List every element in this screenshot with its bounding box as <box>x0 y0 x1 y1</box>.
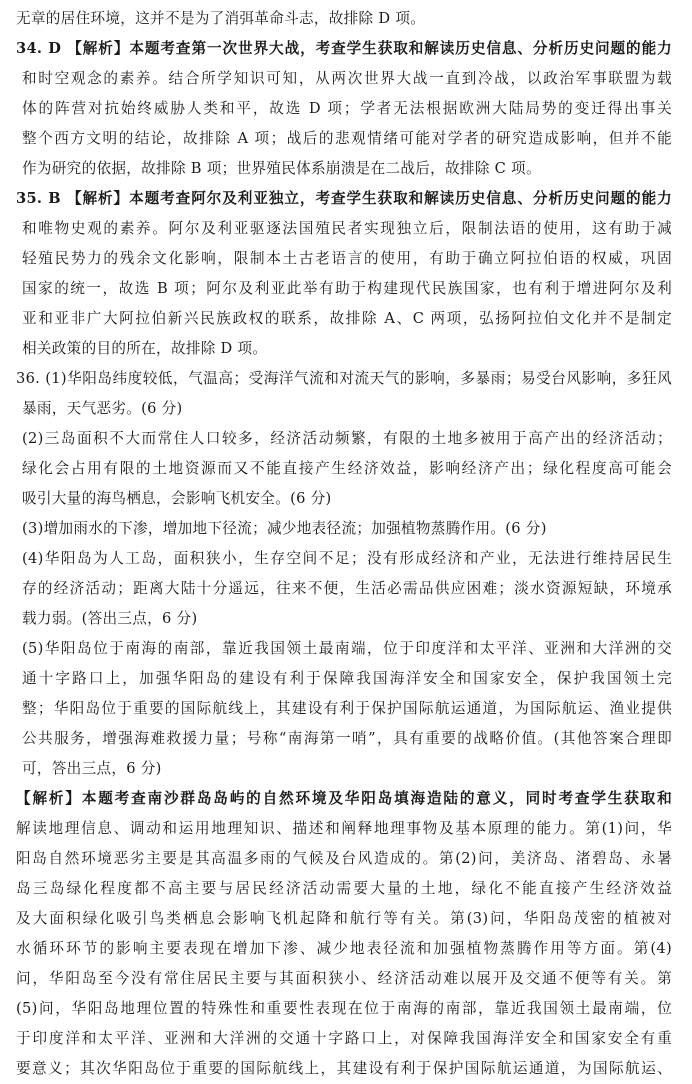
text-line: 于印度洋和太平洋、亚洲和大洋洲的交通十字路口上，对保障我国海洋安全和国家安全有重 <box>16 1030 672 1047</box>
text-line: (5)问，华阳岛地理位置的特殊性和重要性表现在位于南海的南部，靠近我国领土最南端，位 <box>16 1000 672 1017</box>
answer-35-line: 35. B 【解析】本题考查阿尔及利亚独立，考查学生获取和解读历史信息、分析历史问题的能力 <box>16 190 672 207</box>
text-line: 体的阵营对抗始终威胁人类和平，故选 D 项；学者无法根据欧洲大陆局势的变迁得出事关 <box>22 100 672 117</box>
text-line: (2)三岛面积不大而常住人口较多，经济活动频繁，有限的土地多被用于高产出的经济活动； <box>22 430 672 447</box>
text-line: 通十字路口上，加强华阳岛的建设有利于保障我国海洋安全和国家安全，保护我国领土完 <box>22 670 672 687</box>
analysis-line: 【解析】本题考查南沙群岛岛屿的自然环境及华阳岛填海造陆的意义，同时考查学生获取和 <box>16 790 672 807</box>
text-line: 轻殖民势力的残余文化影响，限制本土古老语言的使用，有助于确立阿拉伯语的权威，巩固 <box>22 250 672 267</box>
text-line: 国家的统一，故选 B 项；阿尔及利亚此举有助于构建现代民族国家，也有利于增进阿尔及利 <box>22 280 672 297</box>
text-line: 载力弱。(答出三点，6 分) <box>22 610 198 627</box>
text-line: (5)华阳岛位于南海的南部，靠近我国领土最南端，位于印度洋和太平洋、亚洲和大洋洲的交 <box>22 640 672 657</box>
text-line: 岛三岛绿化程度都不高主要与居民经济活动需要大量的土地，绿化不能直接产生经济效益 <box>16 880 672 897</box>
text-line: 亚和亚非广大阿拉伯新兴民族政权的联系，故排除 A、C 两项，弘扬阿拉伯文化并不是制定 <box>22 310 672 327</box>
text-line: 暴雨，天气恶劣。(6 分) <box>22 400 183 417</box>
text-line: 解读地理信息、调动和运用地理知识、描述和阐释地理事物及基本原理的能力。第(1)问，华 <box>16 820 672 837</box>
text-line: 相关政策的目的所在，故排除 D 项。 <box>22 340 268 357</box>
text-line: 水循环环节的影响主要表现在增加下渗、减少地表径流和加强植物蒸腾作用等方面。第(4) <box>16 940 672 957</box>
text-line: 可，答出三点，6 分) <box>22 760 162 777</box>
text-line: 阳岛自然环境恶劣主要是其高温多雨的气候及台风造成的。第(2)问，美济岛、渚碧岛、永暑 <box>16 850 672 867</box>
answer-36-line: 36. (1)华阳岛纬度较低，气温高；受海洋气流和对流天气的影响，多暴雨；易受台风影响，多狂风 <box>16 370 672 387</box>
text-line: 整个西方文明的结论，故排除 A 项；战后的悲观情绪可能对学者的研究造成影响，但并不能 <box>22 130 672 147</box>
text-line: 无章的居住环境，这并不是为了消弭革命斗志，故排除 D 项。 <box>16 10 426 27</box>
text-line: 问，华阳岛至今没有常住居民主要与其面积狭小、经济活动难以展开及交通不便等有关。第 <box>16 970 672 987</box>
text-line: 和时空观念的素养。结合所学知识可知，从两次世界大战一直到冷战，以政治军事联盟为载 <box>22 70 672 87</box>
text-line: 吸引大量的海鸟栖息，会影响飞机安全。(6 分) <box>22 490 332 507</box>
text-line: 公共服务，增强海难救援力量；号称“南海第一哨”，具有重要的战略价值。(其他答案合理即 <box>22 730 672 747</box>
text-line: 作为研究的依据，故排除 B 项；世界殖民体系崩溃是在二战后，故排除 C 项。 <box>22 160 541 177</box>
text-line: 及大面积绿化吸引鸟类栖息会影响飞机起降和航行等有关。第(3)问，华阳岛茂密的植被对 <box>16 910 672 927</box>
text-line: 要意义；其次华阳岛位于重要的国际航线上，其建设有利于保护国际航运通道，为国际航运、 <box>16 1060 672 1077</box>
text-line: 存的经济活动；距离大陆十分遥远，往来不便，生活必需品供应困难；淡水资源短缺，环境承 <box>22 580 672 597</box>
answer-34-line: 34. D 【解析】本题考查第一次世界大战，考查学生获取和解读历史信息、分析历史问题的能力 <box>16 40 672 57</box>
text-line: (4)华阳岛为人工岛，面积狭小，生存空间不足；没有形成经济和产业，无法进行维持居民生 <box>22 550 672 567</box>
text-line: 和唯物史观的素养。阿尔及利亚驱逐法国殖民者实现独立后，限制法语的使用，这有助于减 <box>22 220 672 237</box>
text-line: (3)增加雨水的下渗，增加地下径流；减少地表径流；加强植物蒸腾作用。(6 分) <box>22 520 547 537</box>
text-line: 整；华阳岛位于重要的国际航线上，其建设有利于保护国际航运通道，为国际航运、渔业提供 <box>22 700 672 717</box>
text-line: 绿化会占用有限的土地资源而又不能直接产生经济效益，影响经济产出；绿化程度高可能会 <box>22 460 672 477</box>
